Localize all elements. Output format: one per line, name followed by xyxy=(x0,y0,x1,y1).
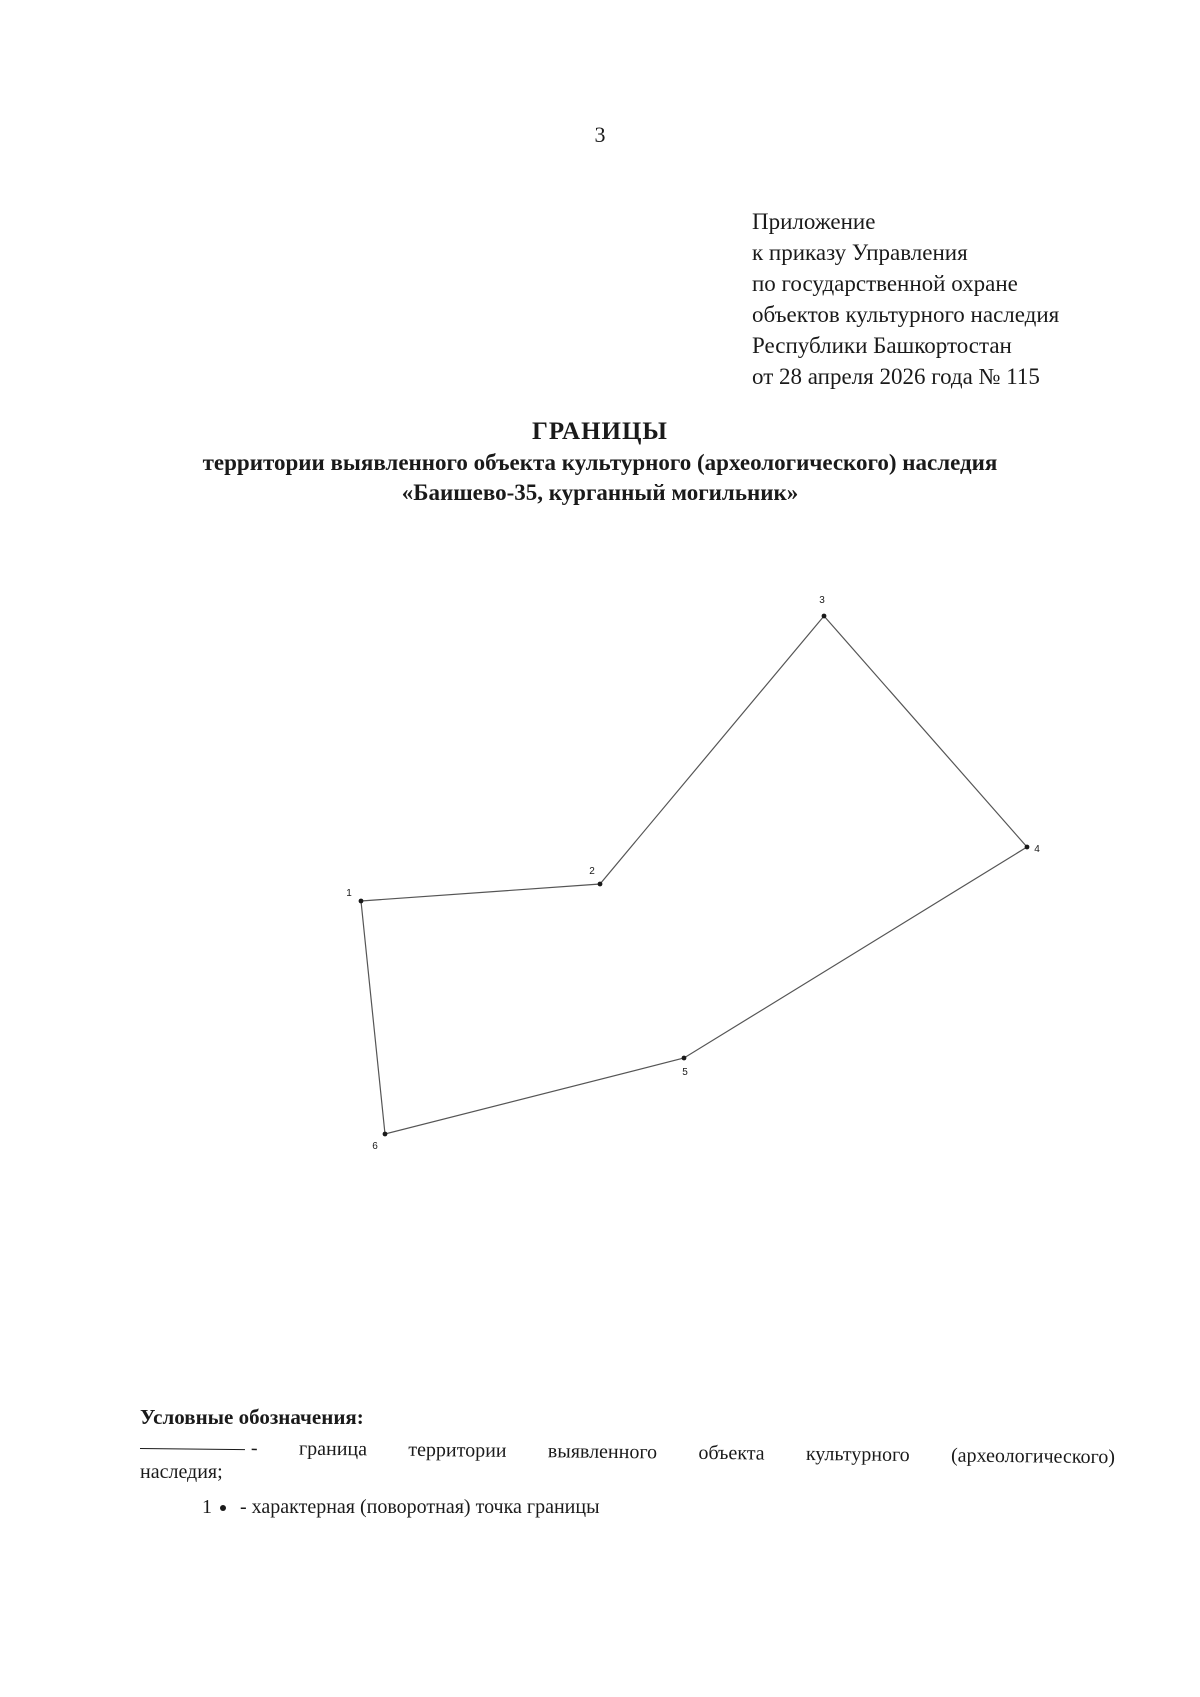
document-title: ГРАНИЦЫ xyxy=(532,418,668,445)
boundary-line xyxy=(361,616,1027,1134)
page-number: 3 xyxy=(594,122,606,147)
legend-word: (археологического) xyxy=(950,1444,1116,1469)
legend-point-row xyxy=(202,1496,1115,1519)
legend-title: Условные обозначения: xyxy=(140,1405,364,1429)
appendix-line: Приложение xyxy=(752,209,876,234)
boundary-point-3 xyxy=(822,614,827,619)
legend-point-text: - характерная (поворотная) точка границы xyxy=(240,1496,600,1518)
boundary-point-label-6: 6 xyxy=(372,1141,378,1152)
legend-word: выявленного xyxy=(547,1440,658,1464)
legend-word: территории xyxy=(408,1438,507,1462)
boundary-line-sample xyxy=(140,1448,245,1450)
point-dot-icon xyxy=(220,1505,226,1511)
legend-word: - xyxy=(250,1437,258,1460)
legend-boundary-sample xyxy=(140,1436,258,1460)
boundary-point-1 xyxy=(359,899,364,904)
boundary-point-label-5: 5 xyxy=(682,1067,688,1078)
appendix-line: к приказу Управления xyxy=(752,240,968,265)
title-line-1: территории выявленного объекта культурного (археологического) наследия xyxy=(202,450,998,475)
boundary-point-5 xyxy=(682,1056,687,1061)
boundary-point-label-3: 3 xyxy=(819,595,825,606)
boundary-point-6 xyxy=(383,1132,388,1137)
legend-point-sample xyxy=(202,1496,240,1519)
legend-word: объекта xyxy=(698,1441,765,1465)
boundary-point-label-2: 2 xyxy=(589,866,595,877)
title-line-2: «Баишево-35, курганный могильник» xyxy=(401,480,799,505)
appendix-line: Республики Башкортостан xyxy=(752,333,1012,358)
boundary-point-label-4: 4 xyxy=(1034,844,1040,855)
legend-word: граница xyxy=(298,1437,368,1461)
appendix-line: по государственной охране xyxy=(752,271,1018,296)
boundary-point-label-1: 1 xyxy=(346,888,352,899)
appendix-line: от 28 апреля 2026 года № 115 xyxy=(752,364,1040,389)
appendix-line: объектов культурного наследия xyxy=(752,302,1060,327)
legend-word: культурного xyxy=(805,1442,910,1467)
legend-point-label: 1 xyxy=(202,1496,212,1518)
boundary-point-2 xyxy=(598,882,603,887)
legend xyxy=(140,1405,1115,1519)
boundary-point-4 xyxy=(1025,845,1030,850)
legend-boundary-cont: наследия; xyxy=(140,1461,223,1483)
